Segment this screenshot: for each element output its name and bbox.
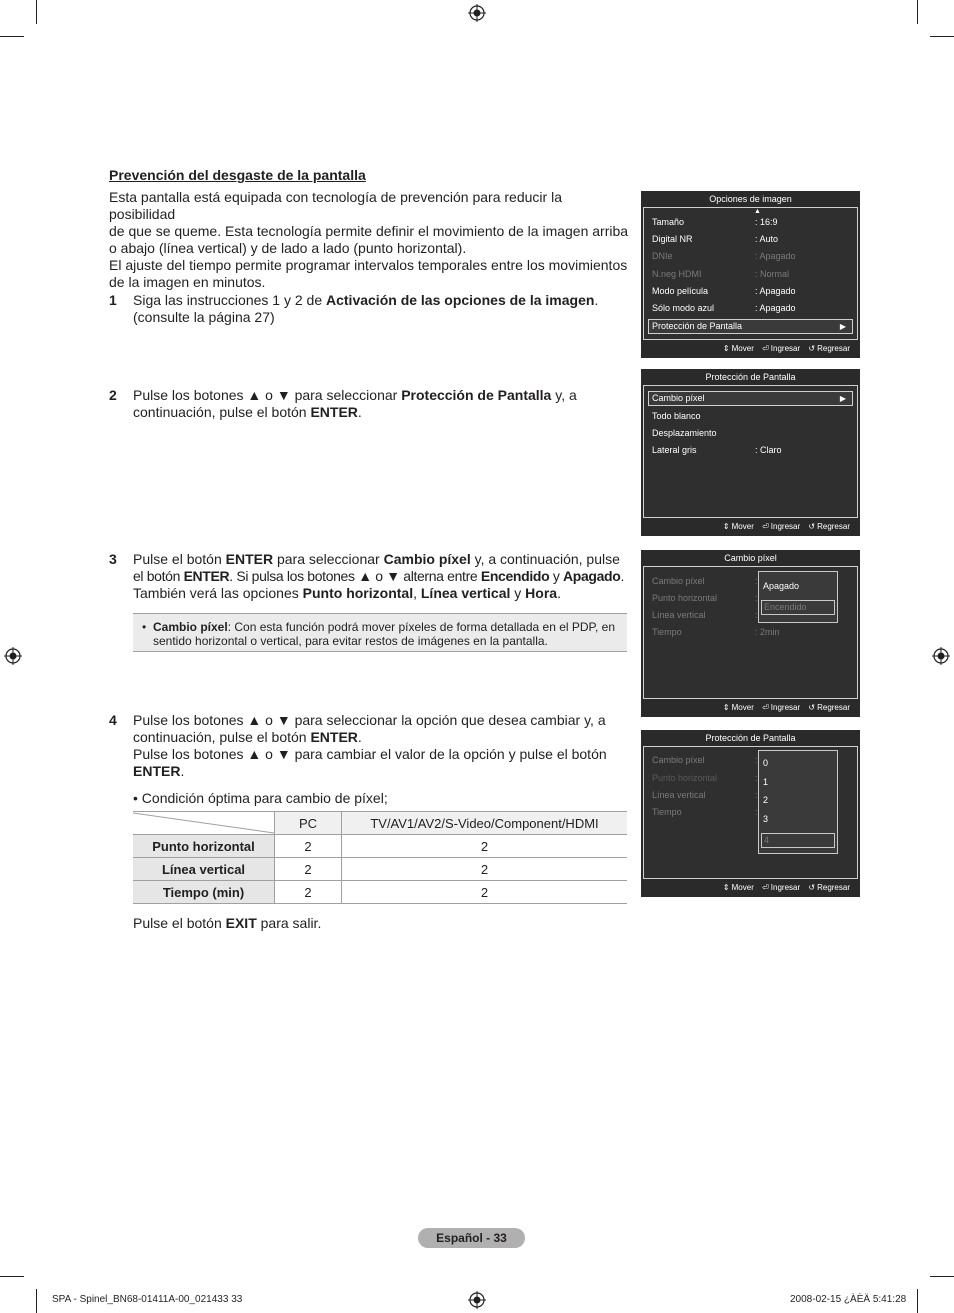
osd-footer: ⇕ Mover ⏎ Ingresar ↺ Regresar bbox=[722, 883, 850, 892]
osd-footer: ⇕ Mover ⏎ Ingresar ↺ Regresar bbox=[722, 344, 850, 353]
table-row bbox=[133, 835, 627, 858]
osd-row-label: Modo película bbox=[652, 286, 709, 296]
return-icon: ↺ bbox=[808, 703, 816, 712]
osd-footer: ⇕ Mover ⏎ Ingresar ↺ Regresar bbox=[722, 522, 850, 531]
osd-row-label: DNIe bbox=[652, 251, 673, 261]
registration-mark-icon bbox=[468, 4, 486, 22]
popup-option[interactable]: 3 bbox=[763, 814, 769, 824]
osd-screen-protection-values bbox=[641, 730, 860, 897]
note-box bbox=[133, 613, 627, 652]
crop-mark bbox=[0, 1276, 24, 1277]
osd-row-value: : bbox=[755, 807, 758, 817]
osd-row-value: : Apagado bbox=[755, 303, 796, 313]
step-1-text: Siga las instrucciones 1 y 2 de Activación de las opciones de la imagen. (consulte la página 27) bbox=[133, 292, 599, 325]
registration-mark-icon bbox=[4, 647, 22, 665]
intro-line: o abajo (línea vertical) y de lado a lado (punto horizontal). bbox=[109, 240, 467, 256]
osd-title: Protección de Pantalla bbox=[705, 733, 796, 743]
popup-option: 4 bbox=[764, 835, 770, 845]
note-text: : Con esta función podrá mover píxeles de forma detallada en el PDP, en bbox=[227, 620, 616, 634]
osd-row-value: : Auto bbox=[755, 234, 779, 244]
osd-screen-protection bbox=[641, 369, 860, 536]
crop-mark bbox=[930, 1276, 954, 1277]
osd-row-value: : Normal bbox=[755, 269, 790, 279]
table-row bbox=[133, 881, 627, 904]
note-bullet: • bbox=[142, 620, 147, 634]
move-icon: ⇕ bbox=[722, 883, 730, 892]
osd-row-label: N.neg HDMI bbox=[652, 269, 702, 279]
osd-row-label: Cambio píxel bbox=[652, 393, 705, 403]
step-number: 2 bbox=[109, 387, 117, 403]
osd-row-value: : Claro bbox=[755, 445, 782, 455]
table-header-cell: PC bbox=[275, 812, 342, 835]
popup-option[interactable]: 1 bbox=[763, 777, 769, 787]
option-popup[interactable] bbox=[758, 750, 838, 854]
section-title: Prevención del desgaste de la pantalla bbox=[109, 167, 366, 183]
osd-row-label: Todo blanco bbox=[652, 411, 701, 421]
option-popup[interactable] bbox=[758, 571, 838, 623]
osd-row-label: Lateral gris bbox=[652, 445, 697, 455]
osd-title: Protección de Pantalla bbox=[705, 372, 796, 382]
popup-option: Encendido bbox=[764, 602, 807, 612]
scroll-up-icon: ▲ bbox=[754, 208, 761, 215]
popup-selected-option[interactable] bbox=[761, 600, 835, 615]
osd-row-label: Desplazamiento bbox=[652, 428, 717, 438]
step-number: 1 bbox=[109, 292, 117, 308]
table-cell: 2 bbox=[275, 835, 342, 858]
intro-line: de la imagen en minutos. bbox=[109, 274, 266, 290]
osd-row-label: Tamaño bbox=[652, 217, 685, 227]
osd-row-value: : bbox=[755, 593, 758, 603]
popup-selected-option[interactable] bbox=[761, 833, 835, 848]
diagonal-line bbox=[133, 812, 274, 834]
osd-selected-row[interactable] bbox=[648, 391, 853, 406]
condition-table bbox=[133, 811, 627, 904]
osd-row-label: Punto horizontal bbox=[652, 593, 718, 603]
osd-frame bbox=[643, 566, 858, 699]
osd-row-label: Tiempo bbox=[652, 627, 682, 637]
exit-instruction: Pulse el botón EXIT para salir. bbox=[133, 915, 322, 931]
enter-icon: ⏎ bbox=[762, 703, 769, 712]
osd-row-label: Cambio píxel bbox=[652, 755, 705, 765]
table-row-header: Tiempo (min) bbox=[133, 881, 275, 904]
step-2-text: Pulse los botones ▲ o ▼ para seleccionar Protección de Pantalla y, a continuación, pulse el botón ENTER. bbox=[133, 387, 577, 420]
osd-selected-row[interactable] bbox=[648, 319, 853, 334]
osd-row-value: : Apagado bbox=[755, 286, 796, 296]
move-icon: ⇕ bbox=[722, 703, 730, 712]
intro-line: El ajuste del tiempo permite programar intervalos temporales entre los movimientos bbox=[109, 257, 628, 273]
play-arrow-icon: ▶ bbox=[839, 394, 846, 403]
step-3-text: Pulse el botón ENTER para seleccionar Cambio píxel y, a continuación, pulse el botón ENTER. Si pulsa los botones ▲ o ▼ alterna entre Encendido y Apagado. También verá las opciones Punto horizontal, Línea vertical y Hora. bbox=[133, 551, 625, 601]
osd-row-value: : Apagado bbox=[755, 251, 796, 261]
osd-title: Cambio píxel bbox=[724, 553, 777, 563]
osd-row-label: Tiempo bbox=[652, 807, 682, 817]
crop-mark bbox=[917, 1289, 918, 1313]
osd-row-value: : bbox=[755, 576, 758, 586]
page-number-label: Español - 33 bbox=[418, 1228, 525, 1248]
osd-row-value: : 2min bbox=[755, 627, 780, 637]
osd-row-label: Punto horizontal bbox=[652, 773, 718, 783]
intro-line: de que se queme. Esta tecnología permite definir el movimiento de la imagen arriba bbox=[109, 223, 629, 239]
print-timestamp: 2008-02-15 ¿ÀÈÄ 5:41:28 bbox=[790, 1294, 907, 1305]
enter-icon: ⏎ bbox=[762, 883, 769, 892]
osd-picture-options bbox=[641, 191, 860, 358]
osd-frame bbox=[643, 207, 858, 340]
move-icon: ⇕ bbox=[722, 522, 730, 531]
crop-mark bbox=[36, 1289, 37, 1313]
play-arrow-icon: ▶ bbox=[839, 322, 846, 331]
return-icon: ↺ bbox=[808, 883, 816, 892]
step-4-text: Pulse los botones ▲ o ▼ para seleccionar la opción que desea cambiar y, a continuación, pulse el botón ENTER. Pulse los botones ▲ o ▼ para cambiar el valor de la opción y pulse el botón ENTER. bbox=[133, 712, 607, 779]
osd-title: Opciones de imagen bbox=[709, 194, 792, 204]
print-job-info: SPA - Spinel_BN68-01411A-00_021433 33 bbox=[52, 1294, 243, 1305]
osd-footer: ⇕ Mover ⏎ Ingresar ↺ Regresar bbox=[722, 703, 850, 712]
osd-pixel-shift bbox=[641, 550, 860, 717]
osd-row-value: : bbox=[755, 610, 758, 620]
note-term: Cambio píxel bbox=[153, 620, 228, 634]
popup-option[interactable]: 2 bbox=[763, 795, 769, 805]
table-header-row bbox=[133, 812, 627, 835]
return-icon: ↺ bbox=[808, 522, 816, 531]
osd-row-label: Línea vertical bbox=[652, 610, 706, 620]
table-cell: 2 bbox=[342, 858, 628, 881]
osd-row-label: Protección de Pantalla bbox=[652, 321, 743, 331]
table-cell: 2 bbox=[275, 858, 342, 881]
osd-frame bbox=[643, 746, 858, 879]
popup-option[interactable]: Apagado bbox=[763, 581, 800, 591]
table-row bbox=[133, 858, 627, 881]
osd-row-value: : bbox=[755, 755, 758, 765]
popup-option[interactable]: 0 bbox=[763, 758, 769, 768]
enter-icon: ⏎ bbox=[762, 522, 769, 531]
osd-row-value: : 16:9 bbox=[755, 217, 778, 227]
table-cell: 2 bbox=[342, 835, 628, 858]
return-icon: ↺ bbox=[808, 344, 816, 353]
crop-mark bbox=[36, 0, 37, 24]
osd-row-label: Digital NR bbox=[652, 234, 693, 244]
osd-row-label: Sólo modo azul bbox=[652, 303, 715, 313]
note-text: sentido horizontal o vertical, para evitar restos de imágenes en la pantalla. bbox=[153, 634, 548, 648]
table-row-header: Línea vertical bbox=[133, 858, 275, 881]
step-number: 3 bbox=[109, 551, 117, 567]
table-corner-cell bbox=[133, 812, 275, 835]
crop-mark bbox=[930, 36, 954, 37]
crop-mark bbox=[0, 36, 24, 37]
step-number: 4 bbox=[109, 712, 117, 728]
enter-icon: ⏎ bbox=[762, 344, 769, 353]
intro-line: Esta pantalla está equipada con tecnología de prevención para reducir la posibilidad bbox=[109, 189, 562, 222]
move-icon: ⇕ bbox=[722, 344, 730, 353]
table-header-cell: TV/AV1/AV2/S-Video/Component/HDMI bbox=[342, 812, 628, 835]
osd-frame bbox=[643, 385, 858, 518]
osd-row-value: : bbox=[755, 773, 758, 783]
osd-row-value: : bbox=[755, 790, 758, 800]
registration-mark-icon bbox=[468, 1291, 486, 1309]
osd-row-label: Línea vertical bbox=[652, 790, 706, 800]
registration-mark-icon bbox=[932, 647, 950, 665]
osd-row-label: Cambio píxel bbox=[652, 576, 705, 586]
table-cell: 2 bbox=[275, 881, 342, 904]
crop-mark bbox=[917, 0, 918, 24]
table-cell: 2 bbox=[342, 881, 628, 904]
table-row-header: Punto horizontal bbox=[133, 835, 275, 858]
condition-label: • Condición óptima para cambio de píxel; bbox=[133, 790, 388, 806]
intro-paragraph bbox=[109, 189, 629, 291]
